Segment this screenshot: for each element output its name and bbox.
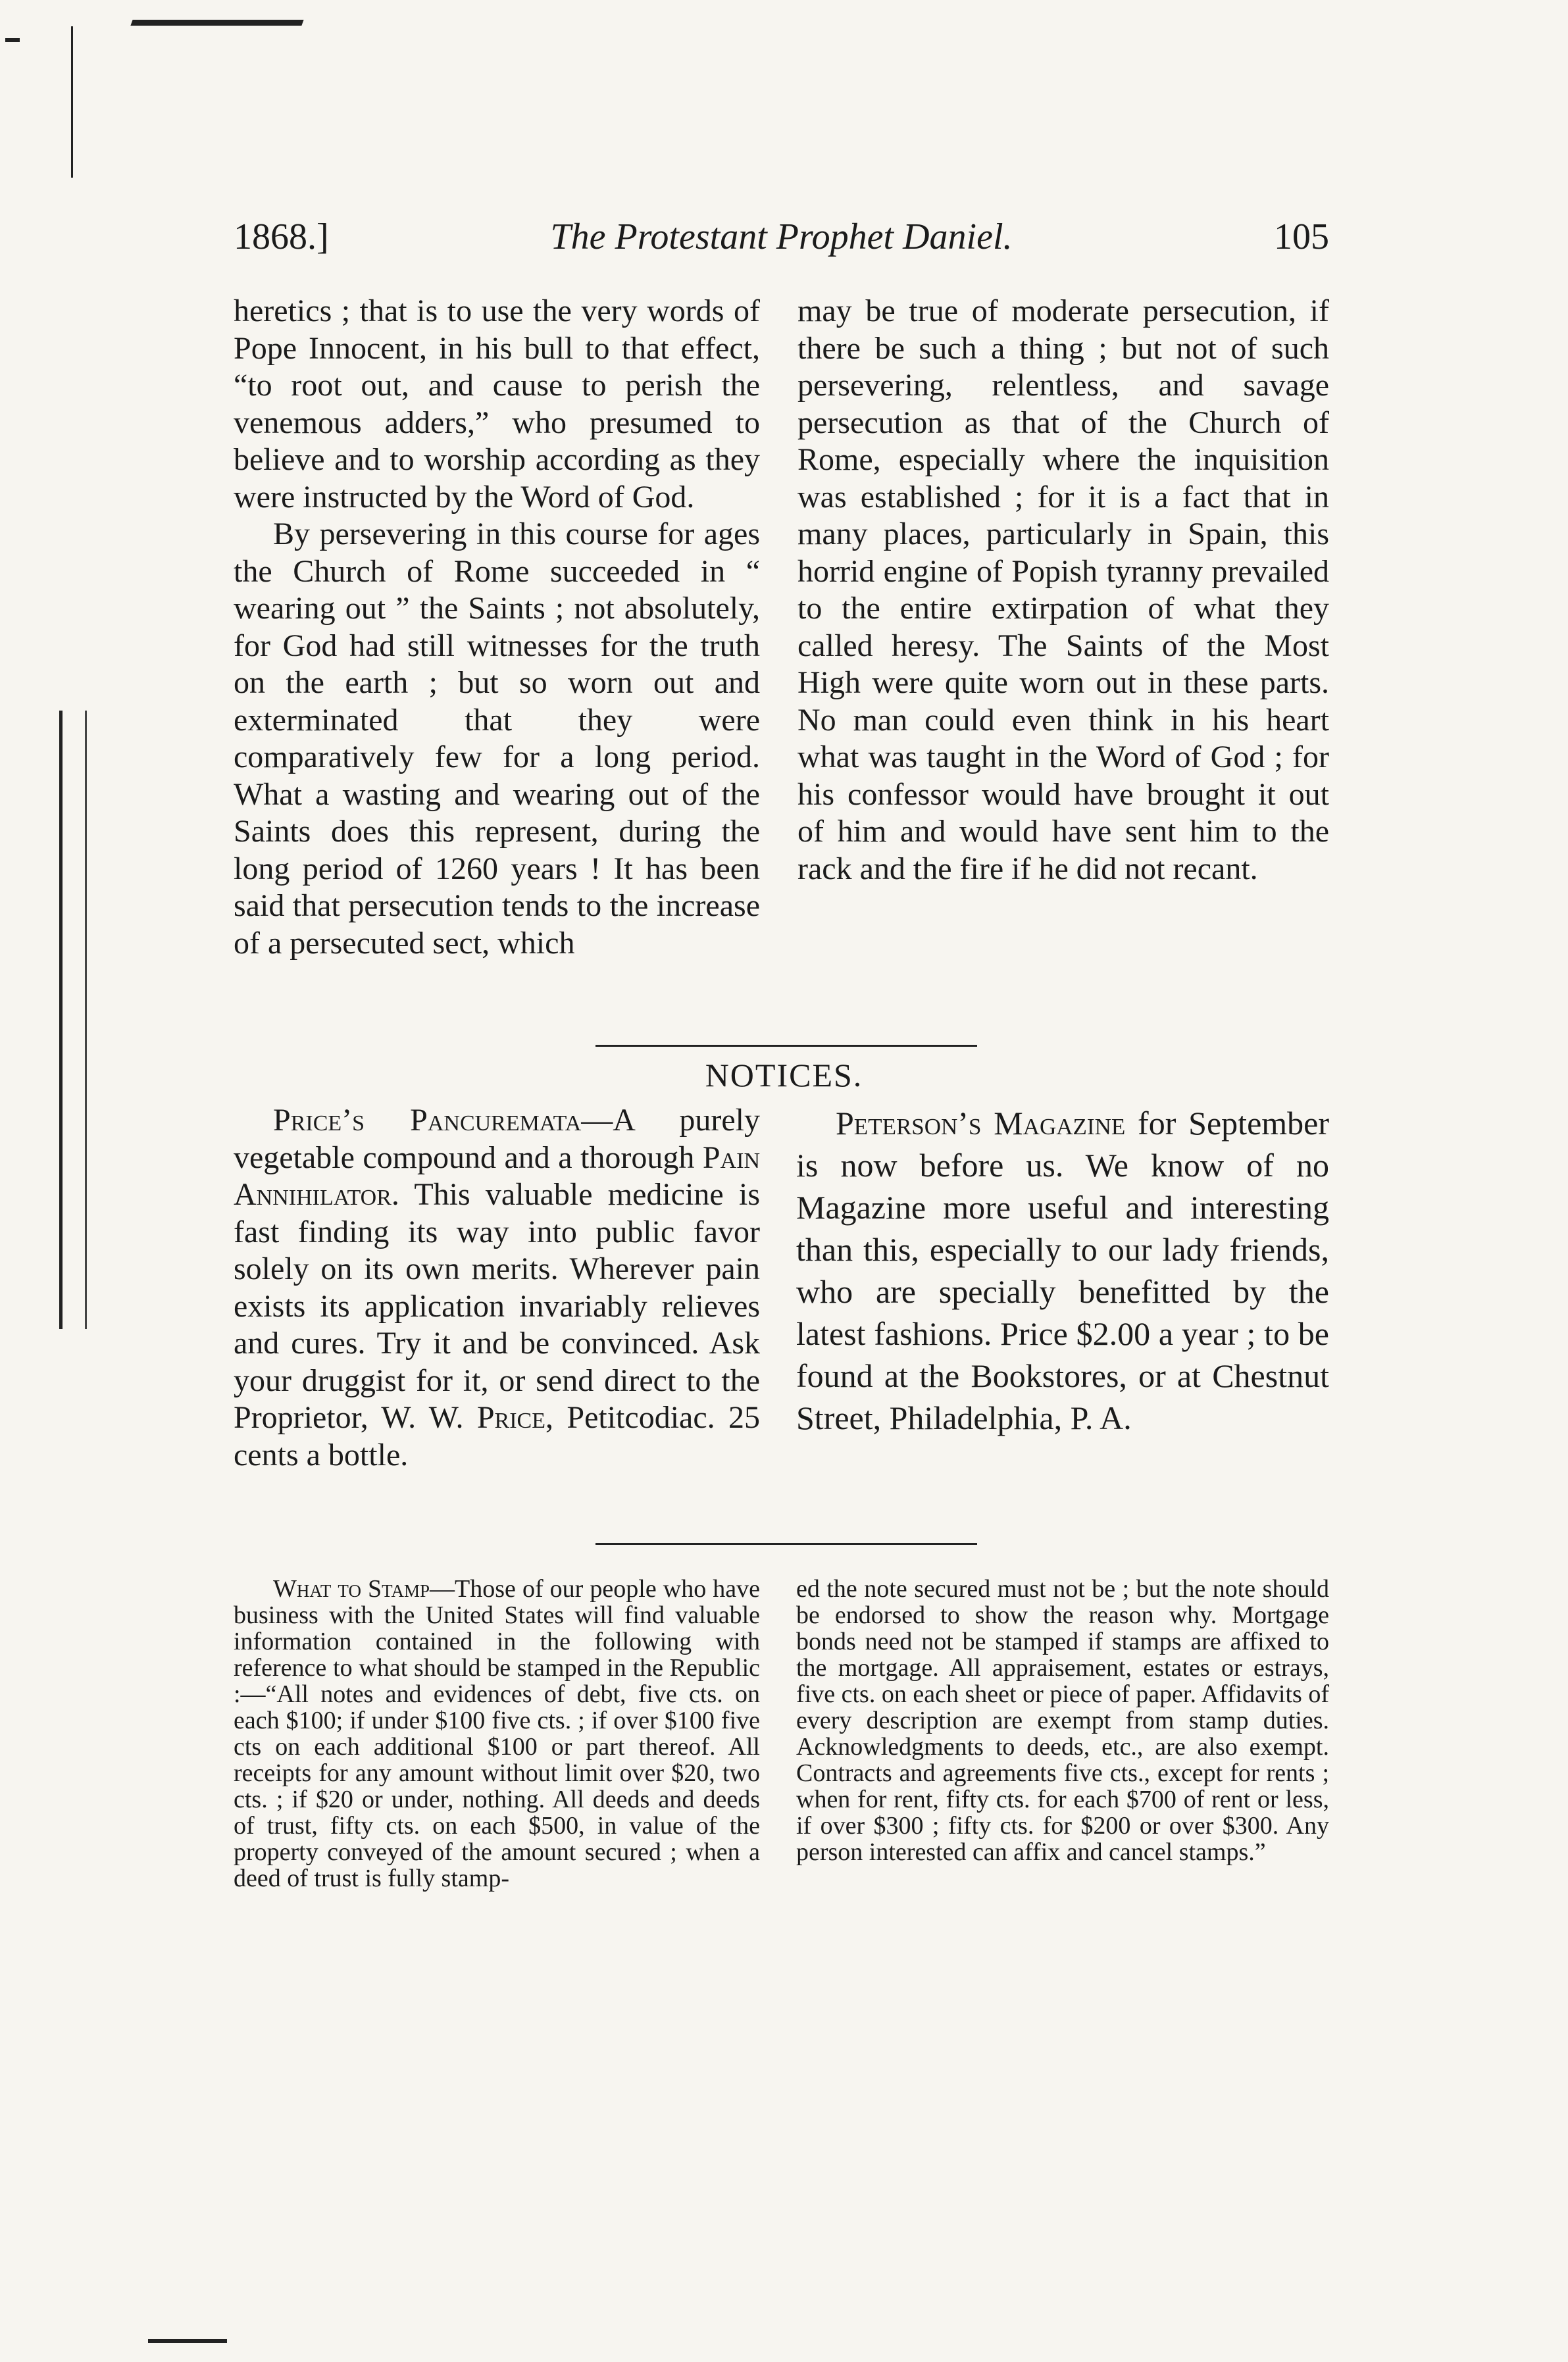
- notice-proprietor-name: Price: [476, 1400, 546, 1435]
- scan-mark-left-line: [71, 26, 73, 178]
- scan-mark-top-left: [5, 38, 20, 42]
- section-divider: [595, 1045, 977, 1047]
- notice-price-lead: Price’s Pancuremata: [273, 1103, 582, 1138]
- article-column-right: [797, 293, 1329, 888]
- stamp-text: [234, 1576, 760, 1892]
- page-number: 105: [1274, 216, 1329, 257]
- stamp-text-right: ed the note secured must not be ; but the note should be endorsed to show the reason why. Mortgage bonds need not be stamped if stamps are affixed to the mortgage. All appraisement, estates or estrays, five cts. on each sheet or piece of paper. Affidavits of every description are exempt from stamp duties. Acknowledgments to deeds, etc., are also exempt. Contracts and agreements five cts., except for rents ; when for rent, fifty cts. for each $700 of rent or less, if over $300 ; fifty cts. for $200 or over $300. Any person interested can affix and cancel stamps.”: [796, 1575, 1329, 1866]
- header-title: The Protestant Prophet Daniel.: [550, 216, 1013, 257]
- article-paragraph: By persevering in this course for ages the Church of Rome succeeded in “ wearing out ” the Saints ; not absolutely, for God had still witnesses for the truth on the earth ; but so worn out and exterminated that they were comparatively few for a long period. What a wasting and wearing out of the Saints does this represent, during the long period of 1260 years ! It has been said that persecution tends to the increase of a persecuted sect, which: [234, 516, 760, 961]
- scan-mark-bottom: [148, 2339, 227, 2343]
- article-paragraph: may be true of moderate persecution, if there be such a thing ; but not of such persevering, relentless, and savage persecution as that of the Church of Rome, especially where the inquisition was established ; for it is a fact that in many places, particularly in Spain, this horrid engine of Popish tyranny prevailed to the entire extirpation of what they called heresy. The Saints of the Most High were quite worn out in these parts. No man could even think in his heart what was taught in the Word of God ; for his confessor would have brought it out of him and would have sent him to the rack and the fire if he did not recant.: [797, 293, 1329, 886]
- stamp-lead: What to Stamp: [273, 1575, 430, 1603]
- notice-peterson-lead: Peterson’s Magazine: [836, 1105, 1126, 1142]
- notice-text: , Petitcodiac. 25 cents a bottle.: [234, 1400, 760, 1472]
- notice-text: —A purely vegetable compound and a thorough: [234, 1103, 760, 1175]
- notice-text: for September is now before us. We know of no Magazine more useful and interesting than this, especially to our lady friends, who are specially benefitted by the latest fashions. Price $2.00 a year ; to be found at the Bookstores, or at Chestnut Street, Philadelphia, P. A.: [796, 1105, 1329, 1436]
- margin-bracket: [59, 711, 87, 1329]
- article-paragraph: heretics ; that is to use the very words of Pope Innocent, in his bull to that effect, “to root out, and cause to perish the venemous adders,” who presumed to believe and to worship according as they were instructed by the Word of God.: [234, 293, 760, 515]
- notice-price: [234, 1102, 760, 1474]
- stamp-text-left: —Those of our people who have business with the United States will find valuable information contained in the following with reference to what should be stamped in the Republic :—“All notes and evidences of debt, five cts. on each $100; if under $100 five cts. ; if over $100 five cts on each additional $100 or part thereof. All receipts for any amount without limit over $20, two cts. ; if $20 or under, nothing. All deeds and deeds of trust, fifty cts. on each $500, in value of the property conveyed of the amount secured ; when a deed of trust is fully stamp-: [234, 1575, 760, 1892]
- notice-price-text: [234, 1102, 760, 1474]
- notice-peterson-text: [796, 1102, 1329, 1439]
- stamp-column-right: [796, 1576, 1329, 1865]
- notices-heading: NOTICES.: [705, 1057, 863, 1093]
- header-year: 1868.]: [234, 216, 329, 257]
- scan-mark-top-bar: [130, 20, 303, 26]
- notice-text: This valuable medicine is fast finding its way into public favor solely on its own merits. Wherever pain exists its application invariably relieves and cures. Try it and be convinced. Ask your druggist for it, or send direct to the Proprietor, W. W.: [234, 1177, 760, 1435]
- notice-emphasis: Pain Annihilator.: [234, 1140, 760, 1212]
- section-divider: [595, 1543, 977, 1545]
- notice-peterson: [796, 1102, 1329, 1439]
- running-header: [234, 216, 1329, 262]
- stamp-column-left: [234, 1576, 760, 1892]
- article-column-left: [234, 293, 760, 962]
